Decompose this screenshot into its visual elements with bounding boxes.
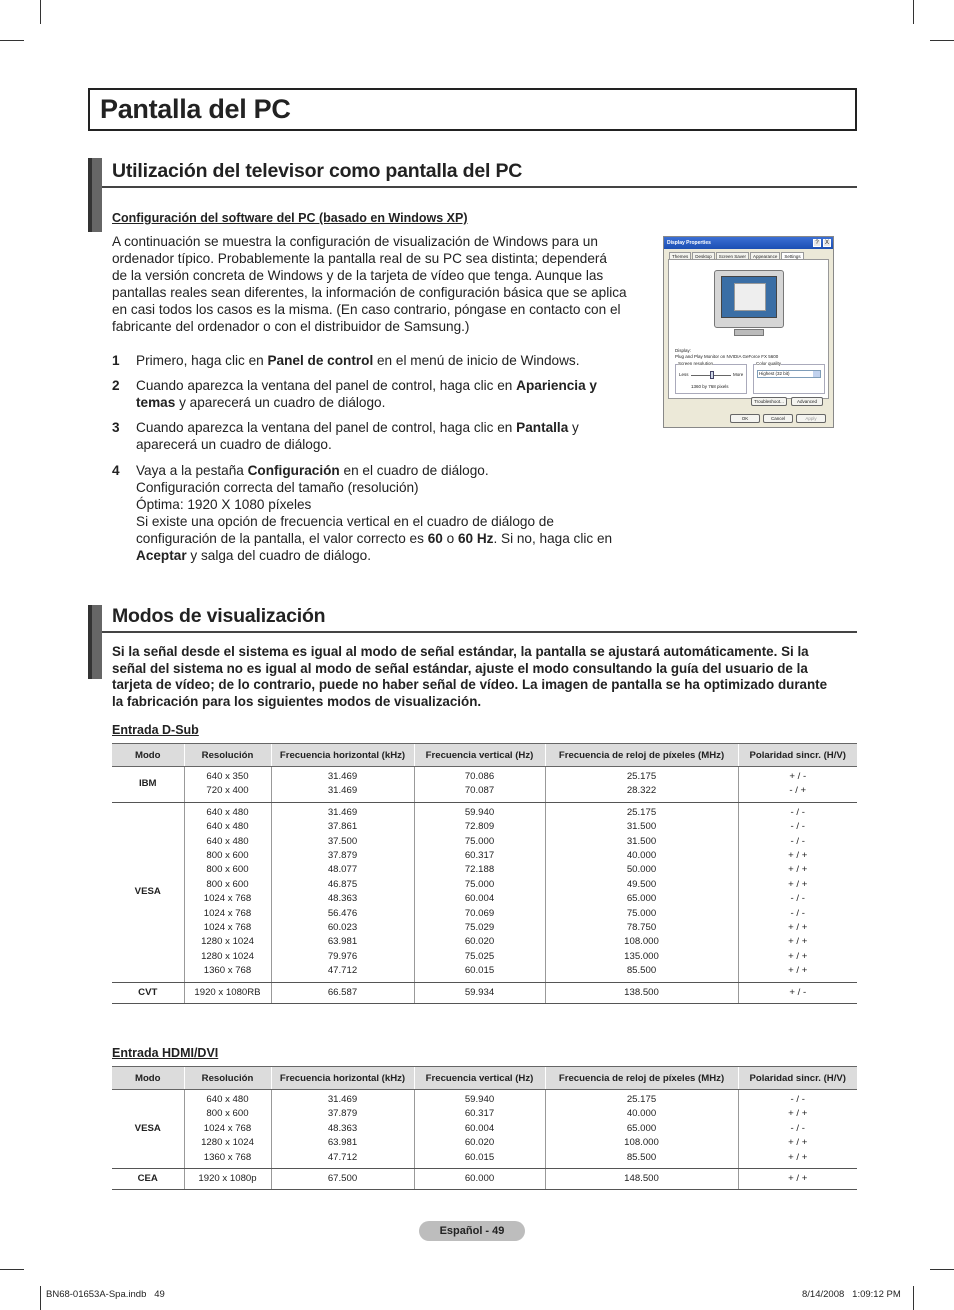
cell-line: 135.000 — [624, 950, 659, 962]
cell-line: 1024 x 768 — [203, 907, 252, 919]
cell-vf — [414, 1169, 545, 1190]
step-text-a: Primero, haga clic en — [136, 353, 268, 368]
cell-line: 31.469 — [327, 771, 358, 782]
cell-line: 37.879 — [327, 850, 358, 862]
slider-thumb — [710, 371, 714, 379]
tab-settings: Settings — [781, 252, 803, 260]
cell-res — [184, 1169, 271, 1190]
dialog-panel — [668, 259, 829, 404]
step-text-bold: Configuración — [247, 463, 340, 478]
step-text-a: Si existe una opción de frecuencia vertical en el cuadro de diálogo de configuración de la pantalla, el valor correcto es — [136, 514, 554, 546]
step-text-bold: Apariencia y temas — [136, 378, 597, 410]
cell-line: 1024 x 768 — [203, 893, 252, 905]
monitor-icon — [714, 270, 784, 328]
cell-line: 720 x 400 — [206, 785, 249, 797]
cell-pol — [738, 767, 857, 803]
cell-line: 37.500 — [327, 835, 358, 847]
cell-line: + / + — [788, 864, 808, 876]
cell-line: 78.750 — [626, 922, 657, 934]
cell-line: 37.879 — [327, 1108, 358, 1120]
step-text-c: en el menú de inicio de Windows. — [373, 353, 580, 368]
col-mode: Modo — [112, 1067, 184, 1090]
cell-line: + / + — [788, 1108, 808, 1120]
crop-mark — [913, 0, 914, 24]
cancel-button: Cancel — [763, 414, 793, 423]
cell-line: - / - — [790, 1094, 805, 1105]
cell-pol — [738, 802, 857, 982]
cell-line: 59.934 — [464, 986, 495, 998]
step-1 — [112, 352, 632, 369]
cell-line: 85.500 — [626, 1151, 657, 1163]
cell-line: 800 x 600 — [206, 1108, 249, 1120]
cell-line: + / + — [788, 1173, 808, 1185]
dsub-table — [112, 743, 857, 1004]
cell-line: 59.940 — [464, 1094, 495, 1105]
cell-mode: CVT — [112, 982, 184, 1003]
table-row — [112, 767, 857, 803]
cell-line: 60.000 — [464, 1173, 495, 1185]
cell-line: 49.500 — [626, 878, 657, 890]
col-hfreq: Frecuencia horizontal (kHz) — [271, 744, 414, 767]
cell-line: 108.000 — [624, 936, 659, 948]
tab-screen-saver: Screen Saver — [716, 252, 749, 260]
step-3 — [112, 419, 632, 453]
dialog-titlebar: Display Properties — [664, 237, 833, 249]
step-text-a: Vaya a la pestaña — [136, 463, 248, 478]
cell-line: 37.861 — [327, 821, 358, 833]
cell-line: 31.500 — [626, 821, 657, 833]
cell-line: - / - — [790, 1122, 805, 1134]
col-polarity: Polaridad sincr. (H/V) — [738, 744, 857, 767]
advanced-button: Advanced — [791, 397, 823, 406]
step-2 — [112, 377, 632, 411]
cell-hf — [271, 982, 414, 1003]
intro-line: A continuación se muestra la configuración de visualización de Windows para un — [112, 234, 598, 249]
cell-line: 56.476 — [327, 907, 358, 919]
cell-line: 48.363 — [327, 893, 358, 905]
cell-res — [184, 1090, 271, 1169]
crop-mark — [0, 40, 24, 41]
cell-mode: CEA — [112, 1169, 184, 1190]
cell-line: 50.000 — [626, 864, 657, 876]
color-label: Color quality — [756, 361, 782, 366]
cell-line: 48.363 — [327, 1122, 358, 1134]
ok-button: OK — [730, 414, 760, 423]
crop-mark — [930, 1269, 954, 1270]
cell-line: + / + — [788, 922, 808, 934]
cell-line: 1280 x 1024 — [201, 1137, 254, 1149]
intro-line: la fabricación para los siguientes modos de visualización. — [112, 693, 482, 709]
cell-line: 75.000 — [464, 878, 495, 890]
hdmi-table — [112, 1066, 857, 1190]
cell-line: 60.015 — [464, 965, 495, 977]
cell-line: 800 x 600 — [206, 850, 249, 862]
color-group — [753, 364, 825, 394]
display-value: Plug and Play Monitor on NVIDIA GeForce FX 5600 — [675, 354, 779, 359]
display-properties-screenshot — [663, 236, 834, 428]
cell-vf — [414, 767, 545, 803]
step-text-c: y aparecerá un cuadro de diálogo. — [136, 420, 579, 452]
cell-line: 31.469 — [327, 1094, 358, 1105]
cell-line: 640 x 480 — [206, 835, 249, 847]
crop-mark — [913, 1286, 914, 1310]
cell-line: 70.069 — [464, 907, 495, 919]
page-title: Pantalla del PC — [100, 94, 291, 124]
intro-line: tarjeta de vídeo; de lo contrario, puede no haber señal de vídeo. La imagen de pantalla se ha optimizado durante — [112, 677, 828, 692]
cell-line: 60.004 — [464, 1122, 495, 1134]
intro-line: fabricante del ordenador o con el distribuidor de Samsung.) — [112, 319, 470, 334]
cell-line: - / - — [790, 893, 805, 905]
cell-line: 59.940 — [464, 806, 495, 818]
crop-mark — [930, 40, 954, 41]
section-rule — [102, 631, 857, 633]
step-number: 3 — [112, 420, 120, 435]
step-text-c: . Si no, haga clic en — [493, 531, 613, 546]
cell-res — [184, 802, 271, 982]
cell-line: - / - — [790, 821, 805, 833]
cell-line: 60.020 — [464, 1137, 495, 1149]
cell-line: 40.000 — [626, 1108, 657, 1120]
step-number: 4 — [112, 463, 120, 478]
modes-intro — [112, 644, 857, 710]
cell-line: 1920 x 1080p — [198, 1173, 257, 1185]
cell-line: 640 x 350 — [206, 771, 249, 782]
dsub-label: Entrada D-Sub — [112, 723, 199, 737]
col-vfreq: Frecuencia vertical (Hz) — [414, 1067, 545, 1090]
cell-line: 66.587 — [327, 986, 358, 998]
cell-res — [184, 982, 271, 1003]
col-vfreq: Frecuencia vertical (Hz) — [414, 744, 545, 767]
cell-line: 25.175 — [626, 1094, 657, 1105]
tab-themes: Themes — [669, 252, 691, 260]
cell-clk — [545, 1090, 738, 1169]
window-thumbnail — [734, 283, 766, 311]
cell-hf — [271, 767, 414, 803]
cell-line: 79.976 — [327, 950, 358, 962]
step-text — [136, 352, 632, 369]
cell-vf — [414, 982, 545, 1003]
intro-line: Si la señal desde el sistema es igual al modo de señal estándar, la pantalla se ajustará automáticamente. Si la — [112, 644, 809, 659]
col-clock: Frecuencia de reloj de píxeles (MHz) — [545, 744, 738, 767]
color-value: Highest (32 bit) — [759, 371, 790, 376]
cell-line: 640 x 480 — [206, 1094, 249, 1105]
col-hfreq: Frecuencia horizontal (kHz) — [271, 1067, 414, 1090]
dsub-body — [112, 767, 857, 1004]
step-text-bold: Panel de control — [267, 353, 374, 368]
cell-line: 148.500 — [624, 1173, 659, 1185]
step-text-d: y salga del cuadro de diálogo. — [186, 548, 372, 563]
cell-line: 1920 x 1080RB — [194, 986, 261, 998]
crop-mark — [40, 1286, 41, 1310]
cell-line: 72.188 — [464, 864, 495, 876]
cell-line: 47.712 — [327, 1151, 358, 1163]
tab-desktop: Desktop — [692, 252, 715, 260]
cell-line: 60.317 — [464, 1108, 495, 1120]
intro-line: en casi todos los casos es la misma. (En caso contrario, póngase en contacto con el — [112, 302, 621, 317]
step-text — [136, 419, 632, 453]
table-row — [112, 802, 857, 982]
footer-file: BN68-01653A-Spa.indb 49 — [46, 1289, 165, 1300]
resolution-group — [675, 364, 747, 394]
cell-line: + / + — [788, 965, 808, 977]
crop-mark — [40, 0, 41, 24]
monitor-stand — [734, 329, 764, 336]
cell-line: 1360 x 768 — [203, 965, 252, 977]
monitor-screen — [721, 276, 777, 318]
col-resolution: Resolución — [184, 744, 271, 767]
cell-line: + / + — [788, 878, 808, 890]
cell-line: 85.500 — [626, 965, 657, 977]
intro-line: de la versión concreta de Windows y de la tarjeta de vídeo que tenga. Aunque las — [112, 268, 604, 283]
page-title-box — [88, 88, 857, 131]
cell-line: 75.000 — [464, 835, 495, 847]
intro-line: pantallas reales sean diferentes, la información de configuración básica que se aplica — [112, 285, 627, 300]
cell-line: 28.322 — [626, 785, 657, 797]
cell-line: 65.000 — [626, 1122, 657, 1134]
step-number: 1 — [112, 353, 120, 368]
cell-line: 63.981 — [327, 936, 358, 948]
cell-line: 640 x 480 — [206, 821, 249, 833]
cell-line: + / + — [788, 1151, 808, 1163]
cell-line: + / + — [788, 950, 808, 962]
section-title: Utilización del televisor como pantalla del PC — [112, 160, 523, 182]
cell-line: + / + — [788, 850, 808, 862]
step-text-a: Cuando aparezca la ventana del panel de control, haga clic en — [136, 378, 517, 393]
col-polarity: Polaridad sincr. (H/V) — [738, 1067, 857, 1090]
section-rule — [102, 186, 857, 188]
cell-line: 31.469 — [327, 785, 358, 797]
cell-line: 1280 x 1024 — [201, 936, 254, 948]
cell-line: - / - — [790, 806, 805, 818]
cell-line: 640 x 480 — [206, 806, 249, 818]
step-text — [136, 462, 632, 564]
display-label: Display: — [675, 348, 692, 353]
cell-pol — [738, 1090, 857, 1169]
resolution-value: 1360 by 768 pixels — [691, 384, 729, 389]
cell-line: 70.086 — [464, 771, 495, 782]
step-text-a: Cuando aparezca la ventana del panel de control, haga clic en — [136, 420, 517, 435]
more-label: More — [733, 372, 744, 377]
cell-line: 108.000 — [624, 1137, 659, 1149]
cell-line: 75.029 — [464, 922, 495, 934]
cell-line: 72.809 — [464, 821, 495, 833]
cell-line: + / - — [789, 986, 807, 998]
intro-paragraph — [112, 233, 652, 335]
color-select — [757, 370, 821, 378]
cell-line: 63.981 — [327, 1137, 358, 1149]
intro-line: señal del sistema no es igual al modo de señal estándar, ajuste el modo consultando la guía del usuario de la — [112, 660, 808, 676]
cell-line: - / - — [790, 907, 805, 919]
cell-line: 75.000 — [626, 907, 657, 919]
col-mode: Modo — [112, 744, 184, 767]
cell-line: 60.015 — [464, 1151, 495, 1163]
hdmi-body — [112, 1090, 857, 1190]
cell-pol — [738, 1169, 857, 1190]
cell-line: 60.004 — [464, 893, 495, 905]
cell-mode: VESA — [112, 802, 184, 982]
cell-line: 800 x 600 — [206, 864, 249, 876]
crop-mark — [0, 1269, 24, 1270]
cell-line: 40.000 — [626, 850, 657, 862]
cell-line: 1280 x 1024 — [201, 950, 254, 962]
cell-line: 60.023 — [327, 922, 358, 934]
footer-datetime: 8/14/2008 1:09:12 PM — [802, 1289, 901, 1300]
cell-pol — [738, 982, 857, 1003]
help-icon: ? — [813, 239, 821, 247]
step-line — [136, 513, 632, 564]
cell-line: 70.087 — [464, 785, 495, 797]
cell-line: 138.500 — [624, 986, 659, 998]
cell-hf — [271, 1169, 414, 1190]
hdmi-label: Entrada HDMI/DVI — [112, 1046, 219, 1060]
cell-line: 1360 x 768 — [203, 1151, 252, 1163]
cell-clk — [545, 982, 738, 1003]
page-number-badge: Español - 49 — [419, 1221, 525, 1241]
cell-hf — [271, 802, 414, 982]
step-line — [136, 462, 632, 479]
step-line: Configuración correcta del tamaño (resolución) — [136, 480, 419, 495]
intro-line: ordenador típico. Probablemente la pantalla real de su PC sea distinta; dependerá — [112, 251, 607, 266]
less-label: Less — [679, 372, 689, 377]
cell-clk — [545, 802, 738, 982]
chevron-down-icon — [813, 371, 820, 377]
cell-line: 65.000 — [626, 893, 657, 905]
cell-mode: IBM — [112, 767, 184, 803]
apply-button: Apply — [796, 414, 826, 423]
cell-hf — [271, 1090, 414, 1169]
section-bar — [88, 158, 102, 232]
table-row — [112, 1090, 857, 1169]
step-4 — [112, 462, 632, 564]
cell-line: 25.175 — [626, 771, 657, 782]
step-text-bold: 60 — [427, 531, 443, 546]
cell-line: 47.712 — [327, 965, 358, 977]
cell-clk — [545, 767, 738, 803]
step-line: Óptima: 1920 X 1080 píxeles — [136, 497, 312, 512]
cell-mode: VESA — [112, 1090, 184, 1169]
step-text-bold: 60 Hz — [457, 531, 494, 546]
troubleshoot-button: Troubleshoot... — [751, 397, 787, 406]
cell-line: + / + — [788, 1137, 808, 1149]
cell-line: + / - — [789, 771, 807, 782]
col-clock: Frecuencia de reloj de píxeles (MHz) — [545, 1067, 738, 1090]
col-resolution: Resolución — [184, 1067, 271, 1090]
cell-clk — [545, 1169, 738, 1190]
cell-line: 60.020 — [464, 936, 495, 948]
step-text-bold: Pantalla — [516, 420, 569, 435]
resolution-label: Screen resolution — [678, 361, 714, 366]
cell-line: 1024 x 768 — [203, 922, 252, 934]
table-row — [112, 1169, 857, 1190]
step-text-bold: Aceptar — [136, 548, 187, 563]
cell-line: 31.469 — [327, 806, 358, 818]
subheading: Configuración del software del PC (basado en Windows XP) — [112, 211, 468, 225]
cell-line: 60.317 — [464, 850, 495, 862]
table-header — [112, 1067, 857, 1090]
step-text — [136, 377, 632, 411]
tab-appearance: Appearance — [750, 252, 780, 260]
cell-line: 25.175 — [626, 806, 657, 818]
cell-line: 46.875 — [327, 878, 358, 890]
table-header — [112, 744, 857, 767]
step-text-o: o — [442, 531, 458, 546]
cell-line: - / + — [789, 785, 807, 797]
cell-vf — [414, 1090, 545, 1169]
cell-line: 1024 x 768 — [203, 1122, 252, 1134]
cell-vf — [414, 802, 545, 982]
section-bar — [88, 605, 102, 679]
cell-line: + / + — [788, 936, 808, 948]
cell-line: 48.077 — [327, 864, 358, 876]
close-icon: X — [824, 240, 829, 246]
cell-line: 800 x 600 — [206, 878, 249, 890]
section-title: Modos de visualización — [112, 605, 326, 627]
table-row — [112, 982, 857, 1003]
cell-line: 31.500 — [626, 835, 657, 847]
cell-res — [184, 767, 271, 803]
cell-line: 67.500 — [327, 1173, 358, 1185]
step-number: 2 — [112, 378, 120, 393]
step-text-c: en el cuadro de diálogo. — [339, 463, 489, 478]
cell-line: - / - — [790, 835, 805, 847]
step-text-c: y aparecerá un cuadro de diálogo. — [175, 395, 386, 410]
cell-line: 75.025 — [464, 950, 495, 962]
